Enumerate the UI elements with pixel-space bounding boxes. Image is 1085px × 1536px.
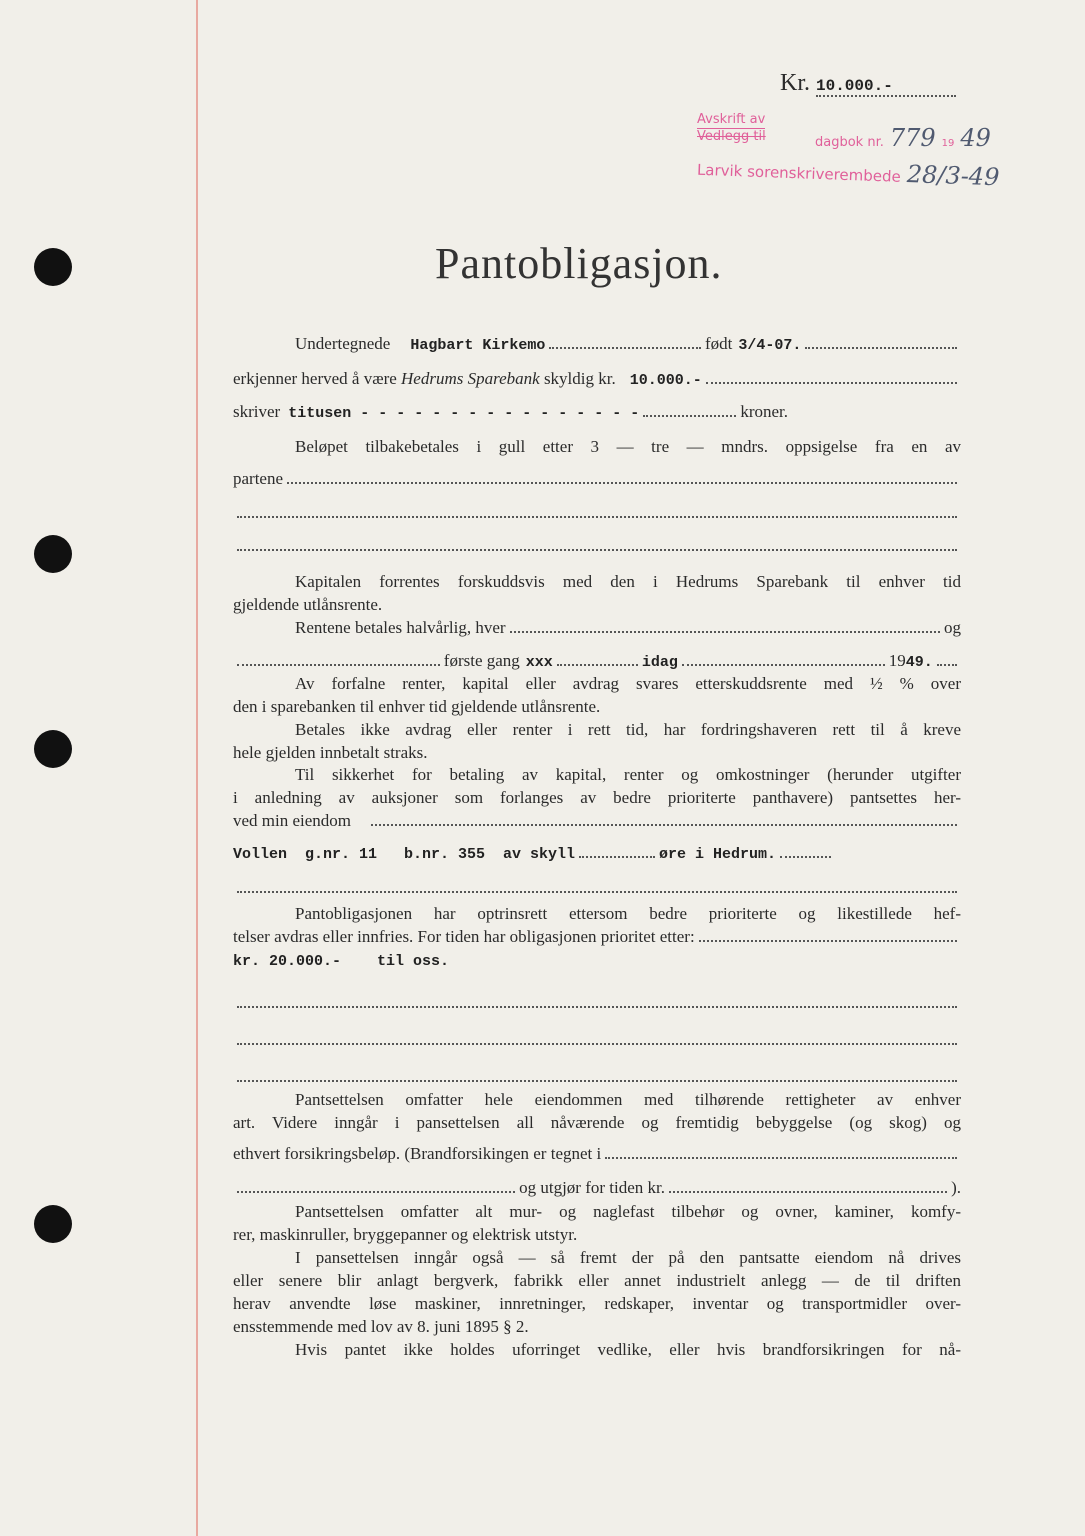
paragraph-line: I pansettelsen inngår også — så fremt der på den pantsatte eiendom nå drives	[295, 1248, 961, 1267]
property-description: Vollen g.nr. 11 b.nr. 355 av skyll	[233, 846, 576, 863]
punch-hole	[34, 730, 72, 768]
struck-text: xxx	[525, 654, 553, 671]
birth-date: 3/4-07.	[738, 337, 802, 354]
punch-hole	[34, 248, 72, 286]
text: Rentene betales halvårlig, hver	[295, 618, 506, 637]
line-rentene	[233, 618, 961, 638]
property-location: øre i Hedrum.	[658, 846, 776, 863]
first-payment: idag	[641, 654, 678, 671]
text: ).	[951, 1178, 962, 1197]
line-property	[233, 844, 961, 865]
text: skyldig kr.	[543, 369, 616, 388]
dagbok-number: 779	[889, 124, 936, 152]
line-prioritet	[233, 927, 961, 947]
dots	[682, 652, 885, 666]
line-erkjenner	[233, 369, 961, 391]
paragraph-line: Beløpet tilbakebetales i gull etter 3 — tre — mndrs. oppsigelse fra en av	[295, 437, 961, 456]
line-prior-debt	[233, 952, 961, 972]
paragraph-line: Pantsettelsen omfatter alt mur- og naglefast tilbehør og ovner, kaminer, komfy-	[295, 1202, 961, 1221]
dots	[237, 994, 957, 1008]
dagbok-year: 49	[960, 124, 991, 152]
dots	[549, 335, 701, 349]
dots	[579, 844, 655, 858]
first-payment-year: 49.	[905, 654, 933, 671]
text: og	[944, 618, 961, 637]
paragraph-line: den i sparebanken til enhver tid gjeldende utlånsrente.	[233, 697, 601, 716]
text: telser avdras eller innfries. For tiden har obligasjonen prioritet etter:	[233, 927, 695, 946]
dots	[557, 652, 638, 666]
line-partene	[233, 469, 961, 489]
stamp-dagbok	[815, 124, 991, 152]
stamp-avskrift: Avskrift av	[697, 112, 766, 127]
stamp-vedlegg: Vedlegg til	[697, 129, 766, 144]
dots	[937, 652, 957, 666]
paragraph-line: i anledning av auksjoner som forlanges av bedre prioriterte panthavere) pantsettes her-	[233, 788, 961, 807]
loan-amount: 10.000.-	[629, 372, 702, 389]
paragraph-line: art. Videre inngår i pansettelsen all nåværende og fremtidig bebyggelse (og skog) og	[233, 1113, 961, 1132]
text: 19	[888, 651, 906, 670]
punch-hole	[34, 535, 72, 573]
text: skriver	[233, 402, 281, 421]
stamp	[697, 112, 766, 145]
line-forste-gang	[233, 651, 961, 673]
amount-value: 10.000.-	[816, 77, 956, 97]
bank-name: Hedrums Sparebank	[401, 369, 540, 388]
stamp-office-name: Larvik sorenskriverembede	[696, 160, 902, 186]
dots	[706, 370, 957, 384]
dots	[237, 1068, 957, 1082]
line-brandforsikring	[233, 1144, 961, 1164]
dotted-line	[233, 537, 961, 551]
dots	[237, 879, 957, 893]
margin-line	[196, 0, 198, 1536]
dotted-line	[233, 1031, 961, 1045]
dots	[237, 652, 440, 666]
stamp-date: 28/3-49	[906, 160, 1000, 192]
amount-header	[780, 70, 956, 97]
dotted-line	[233, 504, 961, 518]
stamp-dagbok-label: dagbok nr.	[815, 135, 884, 150]
paragraph-line: Pantsettelsen omfatter hele eiendommen med tilhørende rettigheter av enhver	[295, 1090, 961, 1109]
text: ethvert forsikringsbeløp. (Brandforsikingen er tegnet i	[233, 1144, 602, 1163]
line-skriver	[233, 402, 788, 424]
paragraph-line: eller senere blir anlagt bergverk, fabrikk eller annet industrielt anlegg — de til driften	[233, 1271, 961, 1290]
dots	[805, 335, 957, 349]
stamp-office	[697, 153, 1000, 192]
paragraph-line: Hvis pantet ikke holdes uforringet vedlike, eller hvis brandforsikringen for nå-	[295, 1340, 961, 1359]
text: erkjenner herved å være	[233, 369, 397, 388]
line-utgjor	[233, 1178, 961, 1198]
dotted-line	[233, 1068, 961, 1082]
punch-hole	[34, 1205, 72, 1243]
label: Undertegnede	[295, 334, 391, 353]
dots	[643, 403, 736, 417]
paragraph-line: gjeldende utlånsrente.	[233, 595, 383, 614]
dots	[287, 470, 957, 484]
paragraph-line: hele gjelden innbetalt straks.	[233, 743, 428, 762]
paragraph-line: ensstemmende med lov av 8. juni 1895 § 2.	[233, 1317, 529, 1336]
dots	[237, 504, 957, 518]
dots	[237, 1179, 515, 1193]
paragraph-line: Til sikkerhet for betaling av kapital, renter og omkostninger (herunder utgifter	[295, 765, 961, 784]
dots	[371, 812, 957, 826]
text: ved min eiendom	[233, 811, 352, 830]
paragraph-line: herav anvendte løse maskiner, innretninger, redskaper, inventar og transportmidler over-	[233, 1294, 961, 1313]
text: kroner.	[740, 402, 788, 421]
text: og utgjør for tiden kr.	[519, 1178, 665, 1197]
dots	[237, 1031, 957, 1045]
paragraph-line: Pantobligasjonen har optrinsrett ettersom bedre prioriterte og likestillede hef-	[295, 904, 961, 923]
paragraph-line: Betales ikke avdrag eller renter i rett tid, har fordringshaveren rett til å kreve	[295, 720, 961, 739]
prior-debt: kr. 20.000.- til oss.	[233, 953, 450, 970]
dots	[780, 844, 831, 858]
dotted-line	[233, 994, 961, 1008]
dots	[510, 619, 940, 633]
dots	[699, 928, 957, 942]
line-eiendom	[233, 811, 961, 831]
text: første gang	[443, 651, 520, 670]
dots	[237, 537, 957, 551]
page-title: Pantobligasjon.	[435, 239, 723, 288]
paragraph-line: rer, maskinruller, bryggepanner og elektrisk utstyr.	[233, 1225, 578, 1244]
year-prefix: 19	[941, 138, 955, 149]
debtor-name: Hagbart Kirkemo	[410, 337, 546, 354]
paragraph-line: Kapitalen forrentes forskuddsvis med den i Hedrums Sparebank til enhver tid	[295, 572, 961, 591]
dotted-line	[233, 879, 961, 893]
text: partene	[233, 469, 284, 488]
label: født	[704, 334, 733, 353]
amount-words: titusen - - - - - - - - - - - - - - - -	[288, 405, 640, 422]
line-undertegnede	[233, 334, 961, 356]
dots	[605, 1145, 957, 1159]
amount-label: Kr.	[780, 70, 810, 96]
paragraph-line: Av forfalne renter, kapital eller avdrag svares etterskuddsrente med ½ % over	[295, 674, 961, 693]
dots	[669, 1179, 947, 1193]
